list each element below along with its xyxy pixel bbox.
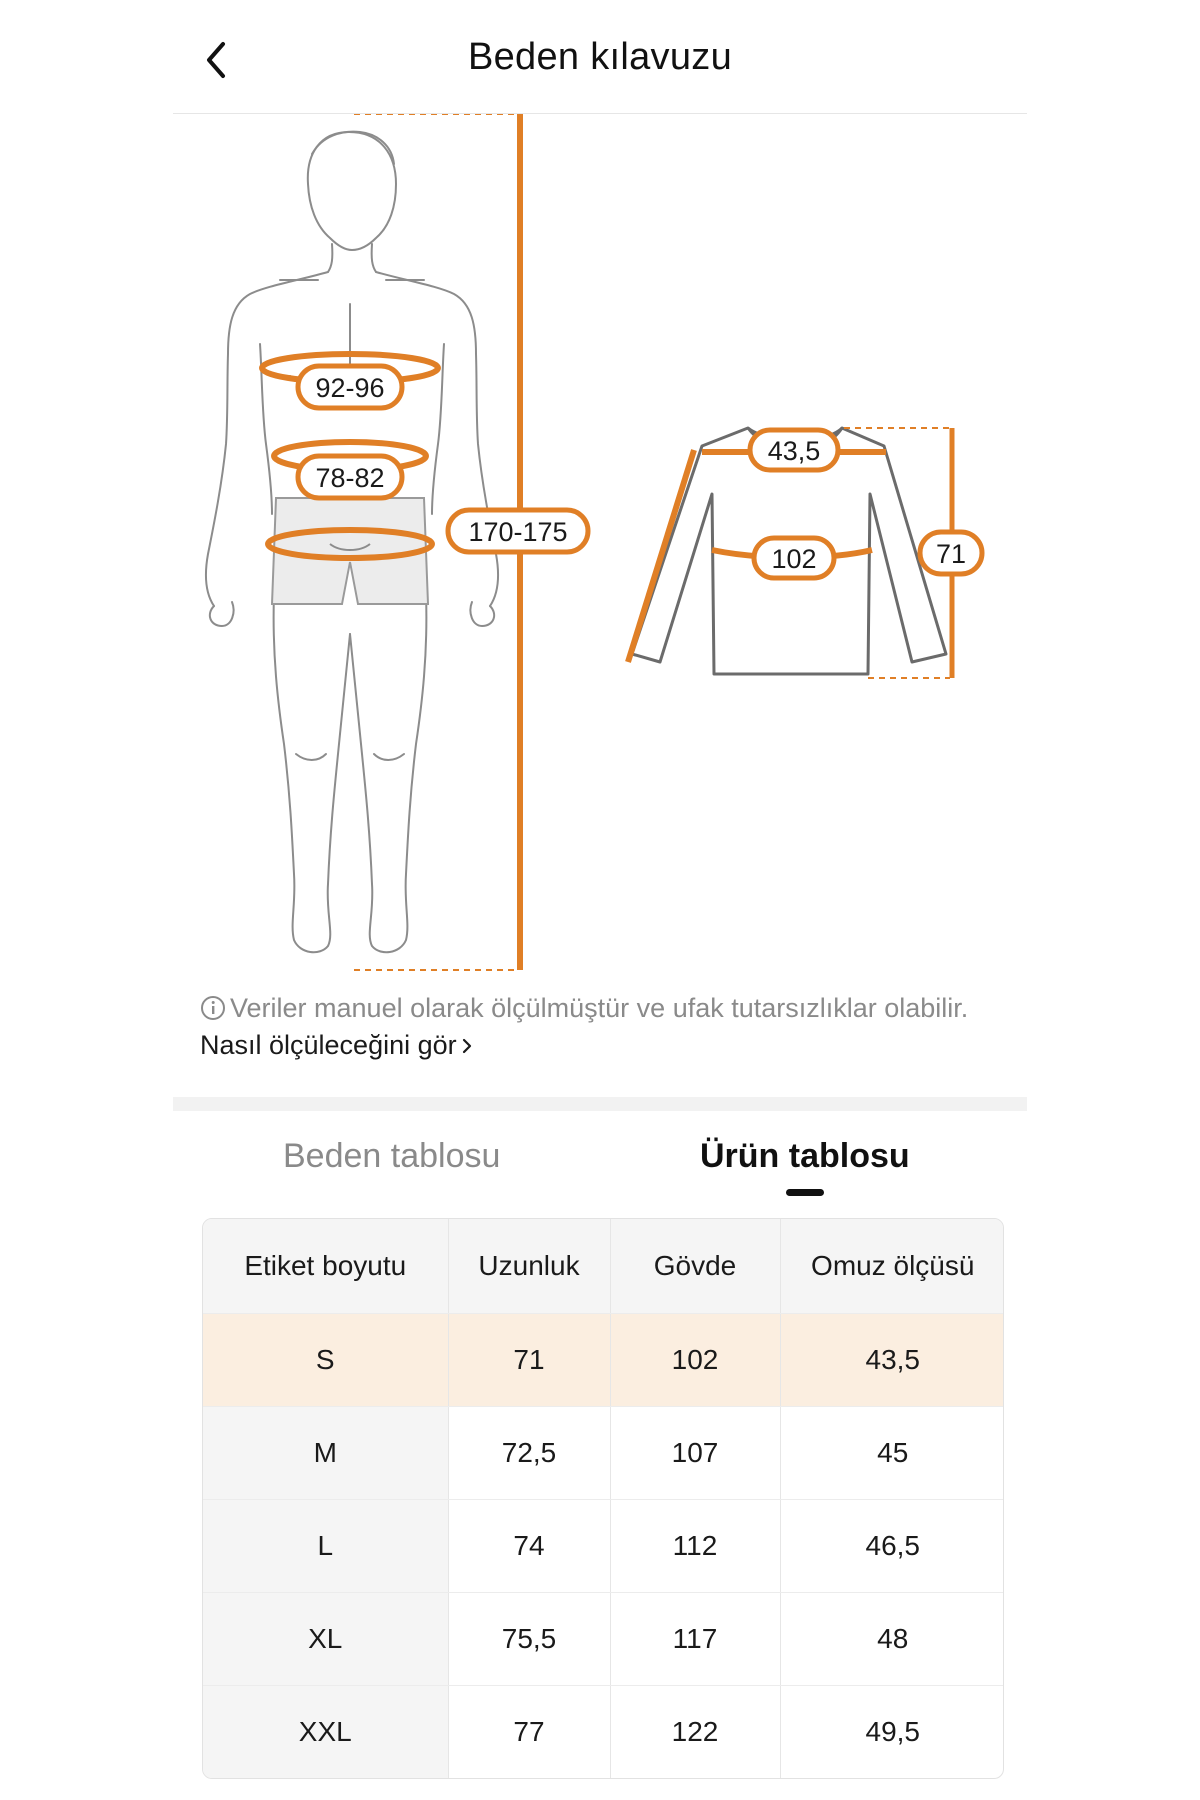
info-icon <box>200 995 226 1021</box>
length-cell: 74 <box>448 1499 610 1592</box>
body-cell: 117 <box>610 1592 780 1685</box>
svg-text:92-96: 92-96 <box>315 373 385 403</box>
height-label <box>448 510 588 552</box>
length-cell: 75,5 <box>448 1592 610 1685</box>
size-cell: M <box>203 1406 448 1499</box>
svg-text:170-175: 170-175 <box>468 517 568 547</box>
size-cell: XL <box>203 1592 448 1685</box>
svg-text:102: 102 <box>771 544 817 574</box>
active-tab-indicator <box>786 1189 824 1196</box>
svg-text:43,5: 43,5 <box>767 436 821 466</box>
tab-product-chart[interactable]: Ürün tablosu <box>700 1137 910 1175</box>
body-cell: 112 <box>610 1499 780 1592</box>
size-tabs <box>173 1111 1027 1211</box>
page-title: Beden kılavuzu <box>467 36 733 78</box>
shoulder-cell: 48 <box>780 1592 1004 1685</box>
tab-size-chart[interactable]: Beden tablosu <box>283 1137 501 1175</box>
length-label <box>920 532 982 574</box>
table-row <box>203 1499 1004 1592</box>
sleeve-line <box>628 450 694 662</box>
section-divider <box>173 1097 1027 1111</box>
table-row <box>203 1313 1004 1406</box>
body-cell: 122 <box>610 1685 780 1778</box>
shoulder-cell: 45 <box>780 1406 1004 1499</box>
column-header: Etiket boyutu <box>203 1219 448 1313</box>
shoulder-cell: 49,5 <box>865 1715 920 1747</box>
length-cell: 72,5 <box>448 1406 610 1499</box>
measurement-note <box>200 990 980 1064</box>
size-cell: S <box>203 1313 448 1406</box>
how-to-measure-link[interactable]: Nasıl ölçüleceğini gör <box>200 1030 475 1060</box>
size-cell: L <box>203 1499 448 1592</box>
body-cell: 107 <box>610 1406 780 1499</box>
product-size-table <box>202 1218 1004 1779</box>
length-cell: 71 <box>448 1313 610 1406</box>
measurement-illustration <box>0 114 1200 984</box>
shoulder-cell: 43,5 <box>780 1313 1004 1406</box>
shoulder-label <box>750 430 838 470</box>
svg-text:78-82: 78-82 <box>315 463 385 493</box>
length-cell: 77 <box>448 1685 610 1778</box>
column-header: Uzunluk <box>448 1219 610 1313</box>
waist-label <box>298 456 402 498</box>
body-cell: 102 <box>610 1313 780 1406</box>
svg-text:71: 71 <box>935 539 967 569</box>
table-row <box>203 1592 1004 1685</box>
header-bar <box>173 0 1027 114</box>
table-row <box>203 1685 1004 1778</box>
column-header: Omuz ölçüsü <box>780 1219 1004 1313</box>
chevron-right-icon <box>459 1035 475 1057</box>
note-text: Veriler manuel olarak ölçülmüştür ve ufak tutarsızlıklar olabilir. <box>230 993 969 1023</box>
chest-label <box>298 366 402 408</box>
size-cell: XXL <box>203 1685 448 1778</box>
shoulder-cell: 46,5 <box>780 1499 1004 1592</box>
column-header: Gövde <box>610 1219 780 1313</box>
table-row <box>203 1406 1004 1499</box>
table-header-row <box>203 1219 1004 1313</box>
garment-chest-label <box>754 538 834 578</box>
